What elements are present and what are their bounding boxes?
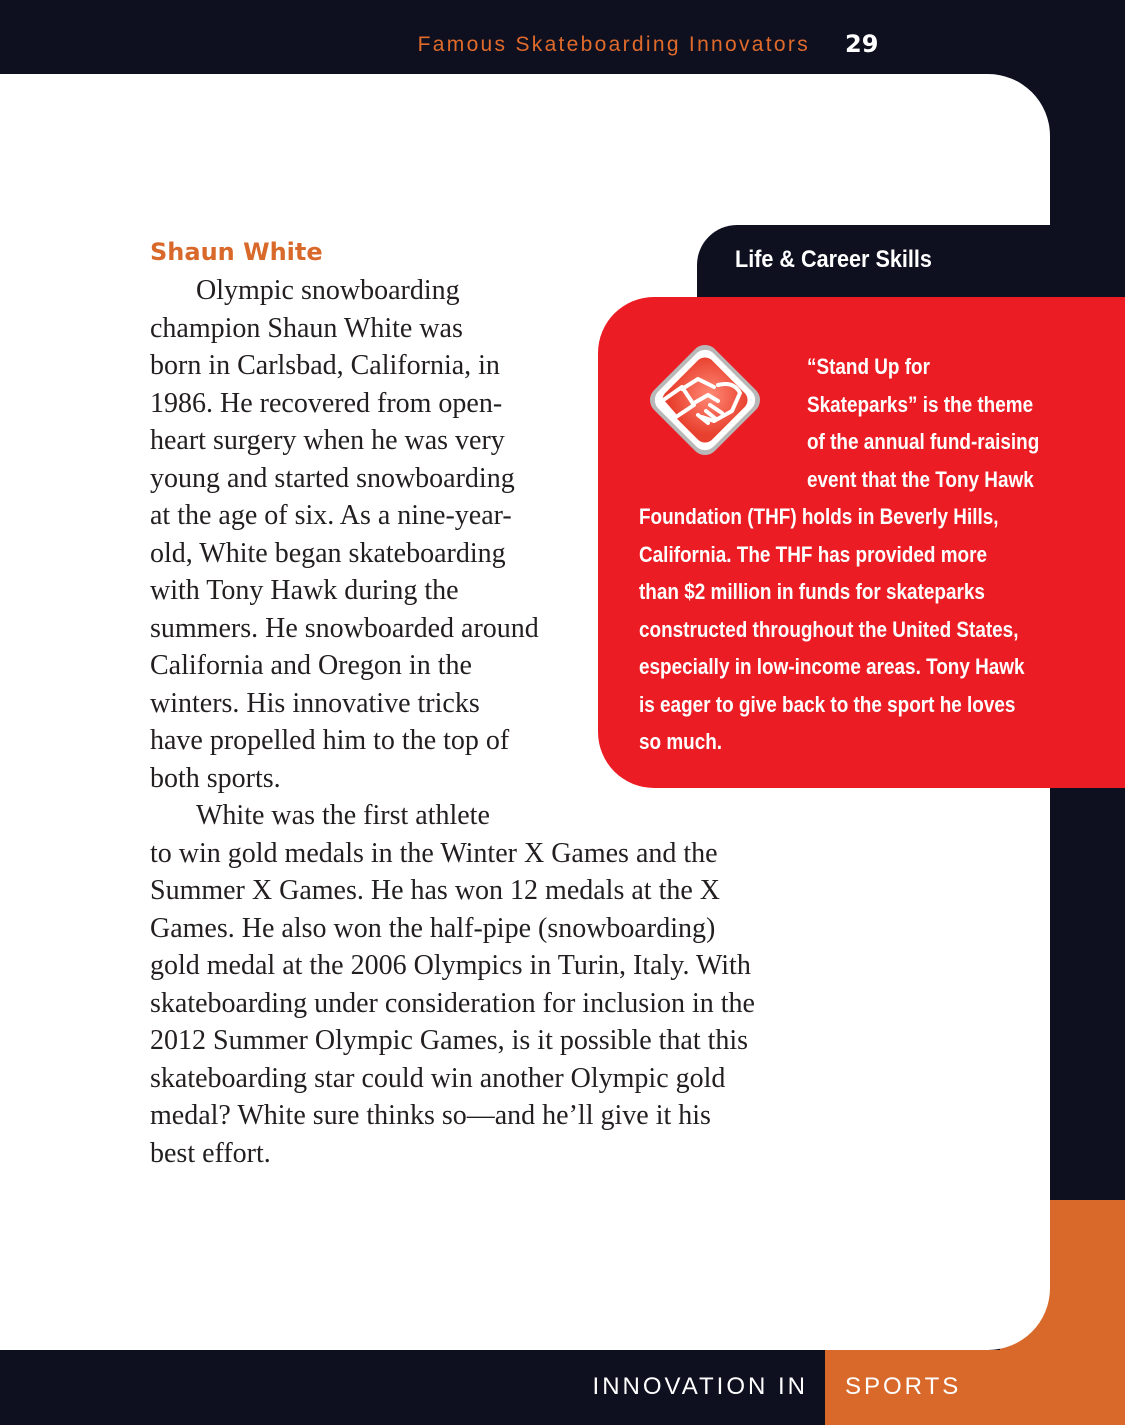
section-heading: Shaun White <box>150 238 323 266</box>
sidebar-title: Life & Career Skills <box>735 246 932 273</box>
sidebar-line: “Stand Up for <box>807 354 930 379</box>
text-line: best effort. <box>150 1137 271 1169</box>
text-line: winters. His innovative tricks <box>150 687 480 719</box>
sidebar-line: is eager to give back to the sport he loves <box>639 691 1016 717</box>
text-line: medal? White sure thinks so—and he’ll give it his <box>150 1100 711 1131</box>
text-line: heart surgery when he was very <box>150 425 505 456</box>
text-line: skateboarding star could win another Olympic gold <box>150 1062 726 1094</box>
sidebar-line: especially in low-income areas. Tony Hawk <box>639 654 1025 679</box>
text-line: Summer X Games. He has won 12 medals at the X <box>150 875 720 906</box>
text-line: summers. He snowboarded around <box>150 612 539 644</box>
text-line: young and started snowboarding <box>150 462 515 494</box>
page-number: 29 <box>845 30 879 58</box>
text-line: gold medal at the 2006 Olympics in Turin, Italy. With <box>150 950 751 981</box>
paragraph-2 <box>150 797 800 1172</box>
sidebar-line: Skateparks” is the theme <box>807 391 1034 417</box>
text-line: at the age of six. As a nine-year- <box>150 500 512 531</box>
sidebar-line: than $2 million in funds for skateparks <box>639 579 985 604</box>
text-line: 2012 Summer Olympic Games, is it possible that this <box>150 1025 749 1056</box>
footer-series-left: INNOVATION IN <box>592 1373 808 1400</box>
text-line: 1986. He recovered from open- <box>150 387 503 419</box>
text-line: champion Shaun White was <box>150 312 463 344</box>
text-line: White was the first athlete <box>196 800 490 831</box>
text-line: Games. He also won the half-pipe (snowboarding) <box>150 912 716 944</box>
sidebar-line: so much. <box>639 729 723 754</box>
sidebar-line: event that the Tony Hawk <box>807 466 1034 492</box>
text-line: old, White began skateboarding <box>150 537 506 569</box>
running-header-title: Famous Skateboarding Innovators <box>417 33 810 56</box>
text-line: to win gold medals in the Winter X Games and the <box>150 837 718 869</box>
text-line: Olympic snowboarding <box>196 275 460 306</box>
text-line: skateboarding under consideration for inclusion in the <box>150 987 755 1019</box>
text-line: born in Carlsbad, California, in <box>150 350 500 381</box>
sidebar-line: of the annual fund-raising <box>807 429 1040 454</box>
text-line: California and Oregon in the <box>150 650 472 681</box>
footer-series-right: SPORTS <box>845 1373 962 1400</box>
text-line: have propelled him to the top of <box>150 725 510 756</box>
sidebar-text <box>639 348 1119 761</box>
text-line: both sports. <box>150 762 281 794</box>
text-line: with Tony Hawk during the <box>150 575 459 606</box>
sidebar-line: constructed throughout the United States, <box>639 616 1019 642</box>
sidebar-line: California. The THF has provided more <box>639 541 987 567</box>
sidebar-line: Foundation (THF) holds in Beverly Hills, <box>639 504 999 529</box>
